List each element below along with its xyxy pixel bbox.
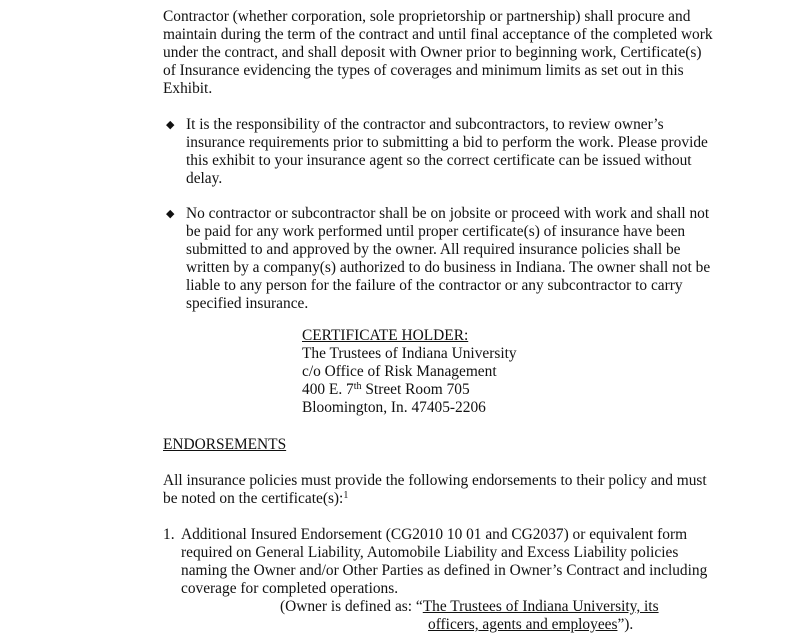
item-line: coverage for completed operations.	[181, 580, 399, 597]
endorsements-intro-text: be noted on the certificate(s):	[163, 490, 344, 507]
bullet-line: submitted to and approved by the owner. All required insurance policies shall be	[186, 241, 681, 258]
holder-city: Bloomington, In. 47405-2206	[302, 399, 486, 416]
owner-definition-continuation	[428, 616, 633, 634]
owner-definition-suffix: ”).	[617, 616, 634, 633]
street-suffix: Street Room 705	[361, 381, 470, 398]
holder-name: The Trustees of Indiana University	[302, 345, 517, 362]
intro-line: under the contract, and shall deposit with Owner prior to beginning work, Certificate(s)	[163, 44, 702, 61]
certificate-holder-heading: CERTIFICATE HOLDER:	[302, 327, 469, 344]
footnote-marker: 1	[343, 490, 349, 501]
street-ordinal-superscript: th	[353, 381, 362, 392]
item-number: 1.	[163, 526, 175, 543]
owner-definition-prefix: (Owner is defined as: “	[280, 598, 423, 615]
bullet-line: written by a company(s) authorized to do business in Indiana. The owner shall not be	[186, 259, 711, 276]
item-text	[181, 526, 726, 598]
bullet-line: It is the responsibility of the contractor and subcontractors, to review owner’s	[186, 116, 664, 133]
holder-street	[302, 381, 602, 399]
intro-line: maintain during the term of the contract and until final acceptance of the completed work	[163, 26, 713, 43]
intro-line: of Insurance evidencing the types of coverages and minimum limits as set out in this	[163, 62, 684, 79]
bullet-line: insurance requirements prior to submitting a bid to perform the work. Please provide	[186, 134, 708, 151]
bullet-line: this exhibit to your insurance agent so the correct certificate can be issued without	[186, 152, 692, 169]
bullet-line: delay.	[186, 170, 223, 187]
owner-definition	[280, 598, 700, 616]
owner-definition-underlined: officers, agents and employees	[428, 616, 618, 633]
owner-definition-underlined: The Trustees of Indiana University, its	[422, 598, 659, 615]
holder-office: c/o Office of Risk Management	[302, 363, 497, 380]
bullet-line: specified insurance.	[186, 295, 309, 312]
bullet-line: be paid for any work performed until proper certificate(s) of insurance have been	[186, 223, 686, 240]
diamond-bullet-icon: ◆	[166, 118, 175, 131]
bullet-line: No contractor or subcontractor shall be on jobsite or proceed with work and shall not	[186, 205, 710, 222]
endorsements-intro-line: All insurance policies must provide the following endorsements to their policy and must	[163, 472, 707, 489]
endorsements-intro-line	[163, 490, 728, 508]
diamond-bullet-icon: ◆	[166, 207, 175, 220]
owner-definition-line	[280, 598, 700, 616]
item-line: Additional Insured Endorsement (CG2010 10 01 and CG2037) or equivalent form	[181, 526, 688, 543]
bullet-text	[186, 116, 731, 188]
bullet-text	[186, 205, 731, 313]
endorsements-intro	[163, 472, 728, 508]
item-line: naming the Owner and/or Other Parties as defined in Owner’s Contract and including	[181, 562, 708, 579]
owner-definition-line	[428, 616, 633, 634]
item-line: required on General Liability, Automobile Liability and Excess Liability policies	[181, 544, 679, 561]
bullet-line: liable to any person for the failure of the contractor or any subcontractor to carry	[186, 277, 683, 294]
intro-line: Exhibit.	[163, 80, 213, 97]
intro-line: Contractor (whether corporation, sole proprietorship or partnership) shall procure and	[163, 8, 691, 25]
intro-paragraph	[163, 8, 728, 98]
certificate-holder-block	[302, 327, 602, 417]
endorsements-heading: ENDORSEMENTS	[163, 436, 287, 453]
street-prefix: 400 E. 7	[302, 381, 354, 398]
